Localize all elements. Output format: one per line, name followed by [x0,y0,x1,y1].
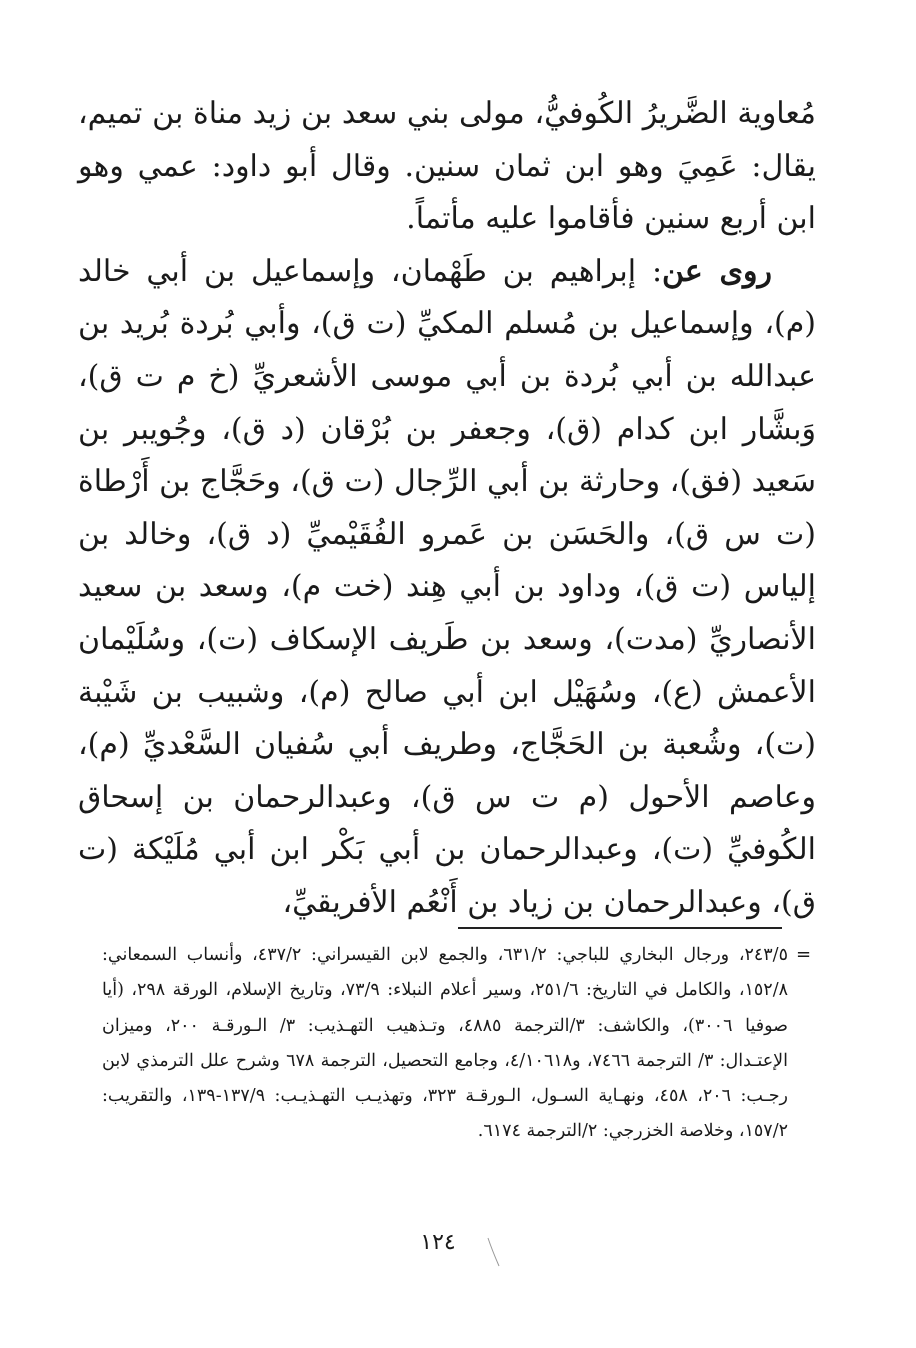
narrated-from-paragraph [78,246,816,930]
narrated-from-list: : إبراهيم بن طَهْمان، وإسماعيل بن أبي خالد (م)، وإسماعيل بن مُسلم المكيِّ (ت ق)، وأبي بُردة بُريد بن عبدالله بن أبي بُردة بن أبي موسى الأشعريِّ (خ م ت ق)، وَبشَّار ابن كدام (ق)، وجعفر بن بُرْقان (د ق)، وجُويبر بن سَعيد (فق)، وحارثة بن أبي الرِّجال (ت ق)، وحَجَّاج بن أَرْطاة (ت س ق)، والحَسَن بن عَمرو الفُقَيْميِّ (د ق)، وخالد بن إلياس (ت ق)، وداود بن أبي هِند (خت م)، وسعد بن سعيد الأنصاريِّ (مدت)، وسعد بن طَريف الإسكاف (ت)، وسُلَيْمان الأعمش (ع)، وسُهَيْل ابن أبي صالح (م)، وشبيب بن شَيْبة (ت)، وشُعبة بن الحَجَّاج، وطريف أبي سُفيان السَّعْديِّ (م)، وعاصم الأحول (م ت س ق)، وعبدالرحمان بن إسحاق الكُوفيِّ (ت)، وعبدالرحمان بن أبي بَكْر ابن أبي مُلَيْكة (ت ق)، وعبدالرحمان بن زياد بن أَنْعُم الأفريقيِّ، [78,253,816,920]
footnote [102,938,788,1150]
page-number: ١٢٤ [420,1230,456,1255]
footnote-continuation-marker: = [796,944,812,965]
biography-body [78,88,816,930]
narrated-from-label: روى عن [662,253,772,289]
scan-artifact [486,1236,502,1270]
footnote-text: ٢٤٣/٥، ورجال البخاري للباجي: ٦٣١/٢، والجمع لابن القيسراني: ٤٣٧/٢، وأنساب السمعاني: ١٥٢/٨، والكامل في التاريخ: ٢٥١/٦، وسير أعلام النبلاء: ٧٣/٩، وتاريخ الإسلام، الورقة ٢٩٨، (أيا صوفيا ٣٠٠٦)، والكاشف: ٣/الترجمة ٤٨٨٥، وتـذهيب التهـذيب: ٣/ الـورقـة ٢٠٠، وميزان الإعتـدال: ٣/ الترجمة ٧٤٦٦، و٤/١٠٦١٨، وجامع التحصيل، الترجمة ٦٧٨ وشرح علل الترمذي لابن رجـب: ٢٠٦، ٤٥٨، ونهـاية السـول، الـورقـة ٣٢٣، وتهذيـب التهـذيـب: ١٣٧/٩-١٣٩، والتقريب: ١٥٧/٢، وخلاصة الخزرجي: ٢/الترجمة ٦١٧٤. [102,945,788,1142]
biography-intro: مُعاوية الضَّريرُ الكُوفيُّ، مولى بني سعد بن زيد مناة بن تميم، يقال: عَمِيَ وهو ابن ثمان سنين. وقال أبو داود: عمي وهو ابن أربع سنين فأقاموا عليه مأتماً. [78,96,816,237]
footnote-separator [458,927,782,929]
